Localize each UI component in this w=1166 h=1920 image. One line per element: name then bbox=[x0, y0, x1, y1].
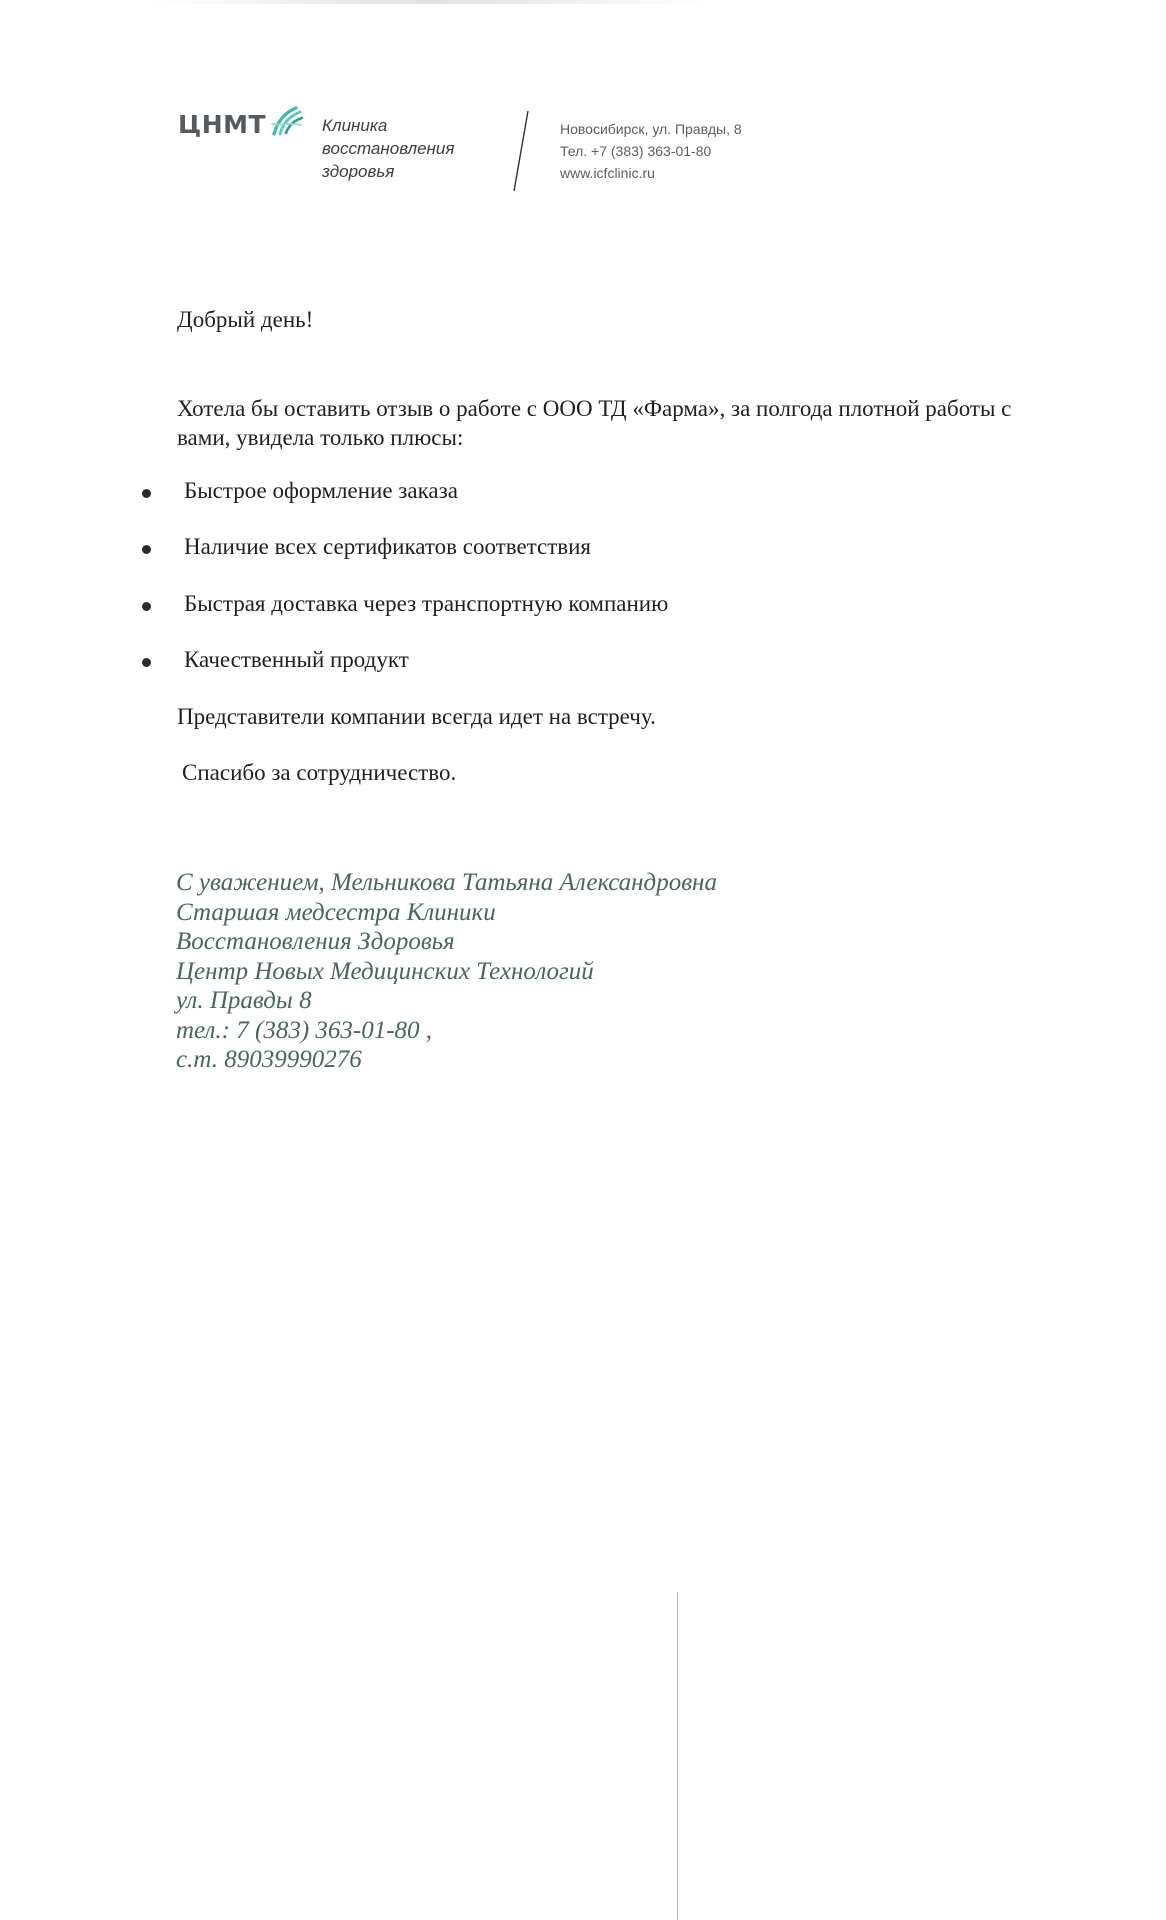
signature-block bbox=[176, 868, 717, 1075]
clinic-name-line: здоровья bbox=[322, 162, 395, 181]
greeting: Добрый день! bbox=[177, 307, 314, 332]
scan-artifact bbox=[150, 0, 710, 4]
benefit-label: Быстрое оформление заказа bbox=[184, 478, 458, 503]
bullet-icon bbox=[142, 602, 151, 611]
clinic-name bbox=[322, 114, 454, 183]
clinic-name-line: восстановления bbox=[322, 139, 455, 158]
bullet-icon bbox=[142, 658, 151, 667]
signature-line: с.т. 89039990276 bbox=[176, 1046, 362, 1073]
intro-paragraph: Хотела бы оставить отзыв о работе с ООО ТД «Фарма», за полгода плотной работы с вами, увидела только плюсы: bbox=[177, 396, 1012, 450]
signature-line: Центр Новых Медицинских Технологий bbox=[176, 957, 594, 985]
bullet-icon bbox=[142, 489, 151, 498]
bullet-icon bbox=[142, 545, 151, 554]
clinic-phone: Тел. +7 (383) 363-01-80 bbox=[560, 143, 712, 159]
signature-line: Старшая медсестра Клиники bbox=[176, 898, 496, 926]
clinic-website: www.icfclinic.ru bbox=[560, 165, 655, 181]
letterhead bbox=[178, 104, 818, 194]
signature-line: ул. Правды 8 bbox=[176, 987, 312, 1014]
signature-line: С уважением, Мельникова Татьяна Александровна bbox=[176, 869, 717, 896]
logo-text: ЦНМТ bbox=[178, 110, 267, 139]
clinic-address: Новосибирск, ул. Правды, 8 bbox=[560, 121, 742, 137]
logo-swirl-icon bbox=[268, 106, 304, 138]
benefit-label: Быстрая доставка через транспортную компанию bbox=[184, 591, 669, 616]
clinic-logo bbox=[178, 108, 304, 142]
clinic-name-line: Клиника bbox=[322, 116, 388, 135]
signature-line: Восстановления Здоровья bbox=[176, 928, 455, 955]
benefit-label: Качественный продукт bbox=[184, 647, 409, 672]
scan-fold-line bbox=[677, 1592, 678, 1920]
letterhead-divider bbox=[511, 110, 531, 192]
benefit-label: Наличие всех сертификатов соответствия bbox=[184, 534, 592, 559]
thanks-sentence: Спасибо за сотрудничество. bbox=[182, 760, 457, 785]
signature-line: тел.: 7 (383) 363-01-80 , bbox=[176, 1016, 433, 1044]
clinic-contacts bbox=[560, 118, 742, 184]
closing-sentence: Представители компании всегда идет на встречу. bbox=[177, 704, 656, 729]
